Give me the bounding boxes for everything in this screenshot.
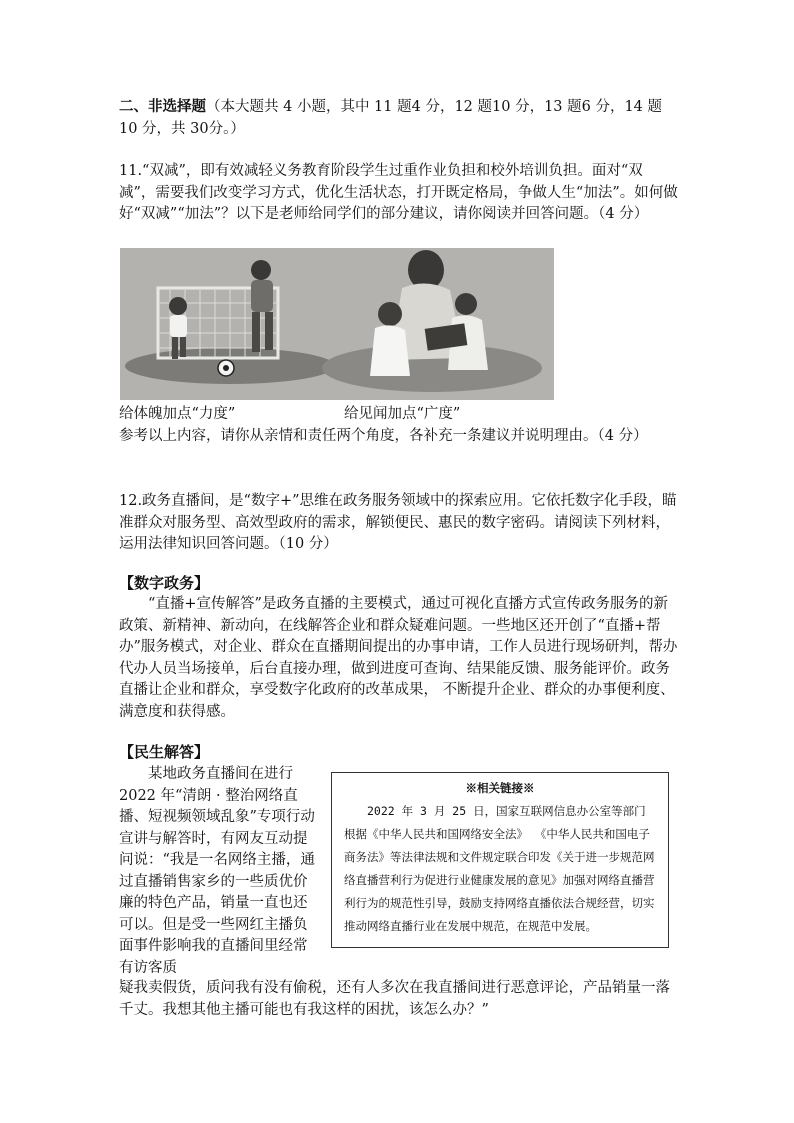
section-title-rest: （本大题共 4 小题，其中 11 题4 分，12 题10 分，13 题6 分，14 题 10 分，共 30分。）	[119, 99, 663, 137]
illustration-photo	[120, 248, 554, 400]
livelihood-paragraph-wrapped: 某地政务直播间在进行2022 年“清朗 · 整治网络直播、短视频领域乱象”专项行动宣讲与解答时，有网友互动提问说：“我是一名网络主播，通过直播销售家乡的一些质优价廉的特色产品，销量一直也还可以。但是受一些网红主播负面事件影响我的直播间里经常有访客质	[119, 766, 315, 976]
question-12-text: 12.政务直播间，是“数字+”思维在政务服务领域中的探索应用。它依托数字化手段，瞄准群众对服务型、高效型政府的需求，解锁便民、惠民的数字密码。请阅读下列材料，运用法律知识回答问题。（10 分）	[119, 493, 677, 552]
heading-digital-government: 【数字政务】	[119, 574, 210, 592]
digital-government-paragraph: “直播+宣传解答”是政务直播的主要模式，通过可视化直播方式宣传政务服务的新政策、新精神、新动向，在线解答企业和群众疑难问题。一些地区还开创了“直播+帮办”服务模式，对企业、群众在直播期间提出的办事申请，工作人员进行现场研判，帮办代办人员当场接单，后台直接办理，做到进度可查询、结果能反馈、服务能评价。政务直播让企业和群众，享受数字化政府的改革成果， 不断提升企业、群众的办事便利度、满意度和获得感。	[119, 596, 678, 720]
related-link-title: ※相关链接※	[465, 781, 535, 795]
caption-physique: 给体魄加点“力度”	[119, 406, 236, 422]
related-link-box	[331, 772, 669, 948]
caption-knowledge: 给见闻加点“广度”	[344, 406, 461, 422]
heading-livelihood-answers: 【民生解答】	[119, 743, 210, 761]
section-title	[119, 96, 679, 140]
section-title-bold: 二、非选择题	[119, 98, 206, 115]
question-11-prompt: 参考以上内容，请你从亲情和责任两个角度，各补充一条建议并说明理由。（4 分）	[119, 428, 648, 444]
livelihood-paragraph-continued: 疑我卖假货，质问我有没有偷税，还有人多次在我直播间进行恶意评论，产品销量一落千丈。我想其他主播可能也有我这样的困扰，该怎么办？”	[119, 980, 670, 1018]
related-link-body: 2022 年 3 月 25 日，国家互联网信息办公室等部门根据《中华人民共和国网络安全法》 《中华人民共和国电子商务法》等法律法规和文件规定联合印发《关于进一步规范网络直播营利行为促进行业健康发展的意见》加强对网络直播营利行为的规范性引导，鼓励支持网络直播依法合规经营，切实推动网络直播行业在发展中规范，在规范中发展。	[344, 804, 655, 933]
double-reduction-illustration	[120, 248, 554, 400]
question-11-text: 11.“双减”，即有效减轻义务教育阶段学生过重作业负担和校外培训负担。面对“双减”，需要我们改变学习方式，优化生活状态，打开既定格局，争做人生“加法”。如何做好“双减”“加法”？以下是老师给同学们的部分建议，请你阅读并回答问题。（4 分）	[119, 163, 678, 222]
